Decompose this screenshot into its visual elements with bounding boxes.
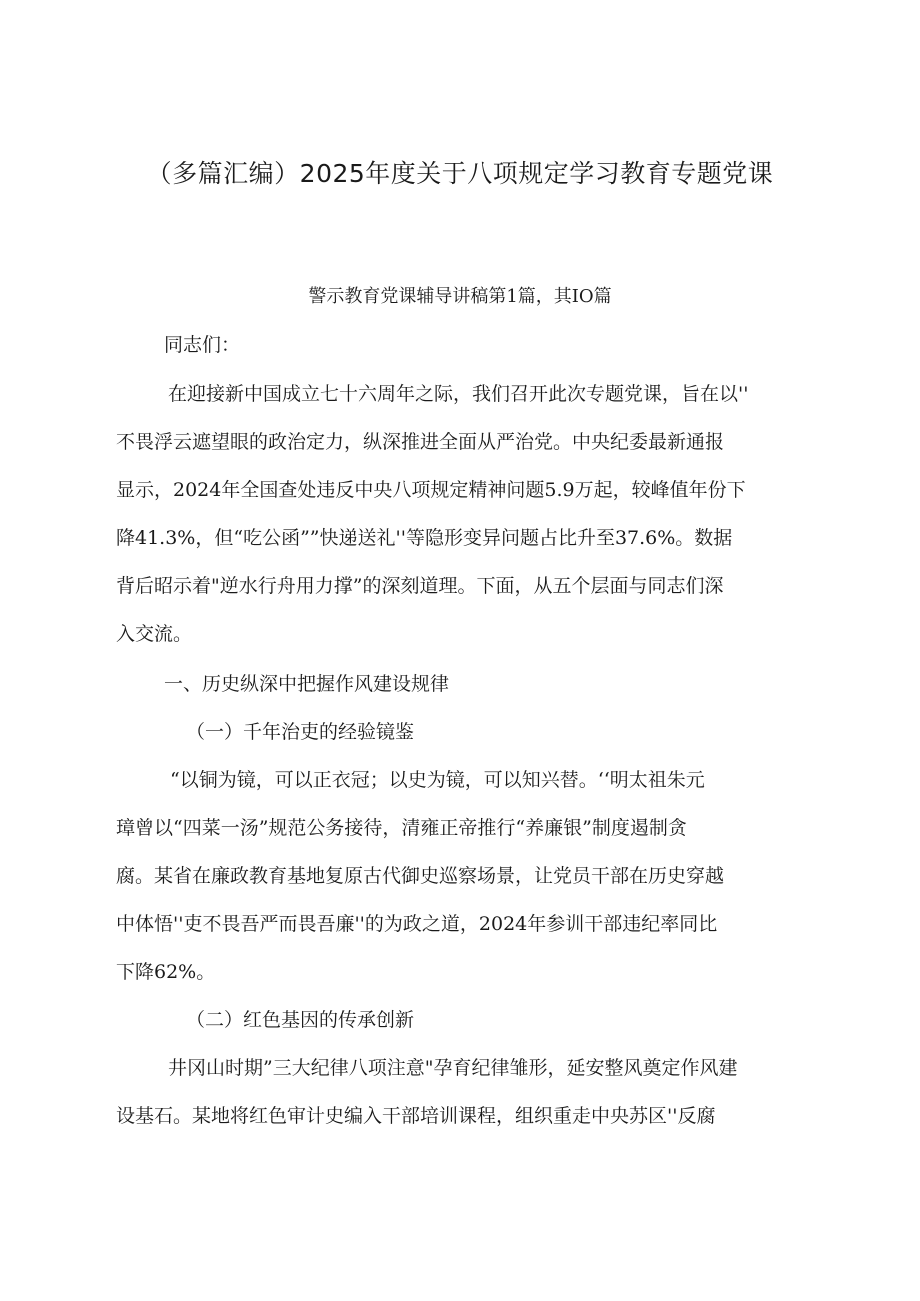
salutation: 同志们： [164, 334, 241, 356]
intro-line: 在迎接新中国成立七十六周年之际，我们召开此次专题党课，旨在以'' [168, 383, 749, 405]
document-subtitle: 警示教育党课辅导讲稿第1篇，其IO篇 [308, 286, 612, 307]
subsection-line: “以铜为镜，可以正衣冠；以史为镜，可以知兴替。‘‘明太祖朱元 [170, 769, 705, 791]
subsection-heading: （一）千年治吏的经验镜鉴 [186, 721, 415, 743]
document-title: （多篇汇编）2025年度关于八项规定学习教育专题党课 [146, 159, 774, 188]
intro-line: 显示，2024年全国查处违反中央八项规定精神问题5.9万起，较峰值年份下 [116, 479, 746, 501]
subsection-line: 中体悟''吏不畏吾严而畏吾廉''的为政之道，2024年参训干部违纪率同比 [116, 913, 718, 935]
intro-line: 背后昭示着"逆水行舟用力撑”的深刻道理。下面，从五个层面与同志们深 [116, 575, 724, 597]
intro-line: 入交流。 [116, 623, 193, 645]
subsection-heading: （二）红色基因的传承创新 [186, 1009, 415, 1031]
intro-line: 降41.3%，但“吃公函””快递送礼''等隐形变异问题占比升至37.6%。数据 [116, 527, 733, 549]
intro-line: 不畏浮云遮望眼的政治定力，纵深推进全面从严治党。中央纪委最新通报 [116, 431, 725, 453]
section-heading: 一、历史纵深中把握作风建设规律 [164, 673, 450, 695]
subsection-line: 井冈山时期”三大纪律八项注意"孕育纪律雏形，延安整风奠定作风建 [168, 1057, 738, 1079]
subsection-line: 璋曾以“四菜一汤”规范公务接待，清雍正帝推行“养廉银”制度遏制贪 [116, 817, 687, 839]
subsection-line: 设基石。某地将红色审计史编入干部培训课程，组织重走中央苏区''反腐 [116, 1105, 716, 1127]
subsection-line: 下降62%。 [116, 961, 216, 983]
subsection-line: 腐。某省在廉政教育基地复原古代御史巡察场景，让党员干部在历史穿越 [116, 865, 725, 887]
